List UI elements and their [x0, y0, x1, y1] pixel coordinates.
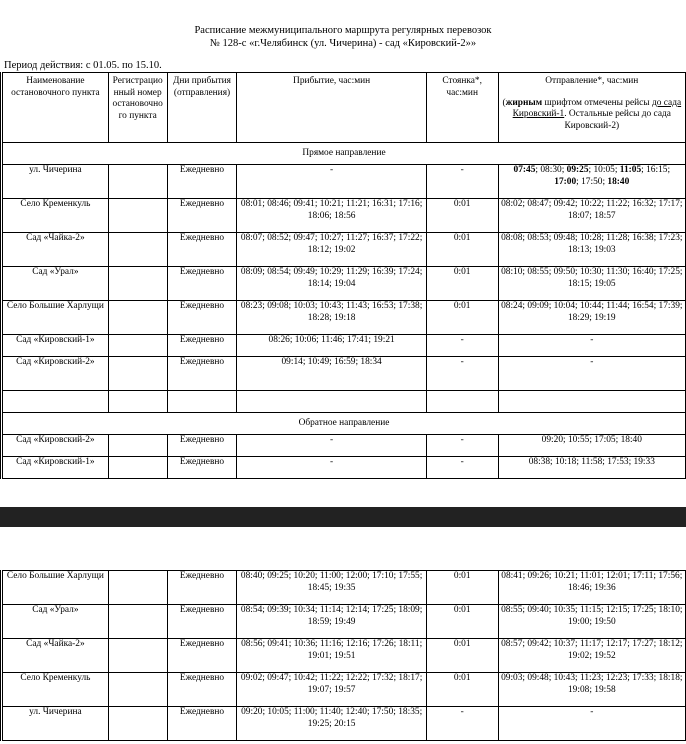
departure-times: 08:02; 08:47; 09:42; 10:22; 11:22; 16:32; 17:17; 18:07; 18:57	[498, 199, 685, 233]
table-row	[2, 301, 686, 335]
days: Ежедневно	[167, 571, 237, 605]
stop-name: Село Большие Харлущи	[2, 301, 109, 335]
stay-time: -	[426, 707, 498, 741]
days: Ежедневно	[167, 639, 237, 673]
stay-time: 0:01	[426, 571, 498, 605]
departure-times: 09:03; 09:48; 10:43; 11:23; 12:23; 17:33; 18:18; 19:08; 19:58	[498, 673, 685, 707]
reg-number	[108, 707, 167, 741]
stop-name: Сад «Кировский-2»	[2, 357, 109, 391]
col-header-departure	[498, 73, 685, 143]
reverse-rows-top	[2, 435, 686, 479]
departure-times: 08:08; 08:53; 09:48; 10:28; 11:28; 16:38; 17:23; 18:13; 19:03	[498, 233, 685, 267]
arrival-times: 08:07; 08:52; 09:47; 10:27; 11:27; 16:37; 17:22; 18:12; 19:02	[237, 233, 426, 267]
stay-time: 0:01	[426, 605, 498, 639]
stay-time: -	[426, 357, 498, 391]
table-row	[2, 571, 686, 605]
days: Ежедневно	[167, 165, 237, 199]
table-row	[2, 165, 686, 199]
stay-time: 0:01	[426, 267, 498, 301]
stay-time: -	[426, 335, 498, 357]
arrival-times: 08:01; 08:46; 09:41; 10:21; 11:21; 16:31; 17:16; 18:06; 18:56	[237, 199, 426, 233]
table-row	[2, 457, 686, 479]
stay-time: 0:01	[426, 233, 498, 267]
days: Ежедневно	[167, 199, 237, 233]
reg-number	[108, 673, 167, 707]
days: Ежедневно	[167, 673, 237, 707]
departure-times: -	[498, 357, 685, 391]
doc-title-line2: № 128-с «г.Челябинск (ул. Чичерина) - сад «Кировский-2»»	[209, 38, 477, 49]
reg-number	[108, 639, 167, 673]
section-reverse	[2, 413, 686, 435]
reg-number	[108, 199, 167, 233]
departure-times: 08:24; 09:09; 10:04; 10:44; 11:44; 16:54; 17:39; 18:29; 19:19	[498, 301, 685, 335]
reg-number	[108, 301, 167, 335]
arrival-times: 08:26; 10:06; 11:46; 17:41; 19:21	[237, 335, 426, 357]
stop-name: Сад «Урал»	[2, 267, 109, 301]
table-row	[2, 267, 686, 301]
table-row	[2, 707, 686, 741]
stop-name: Сад «Кировский-1»	[2, 335, 109, 357]
stop-name: Сад «Чайка-2»	[2, 639, 109, 673]
days: Ежедневно	[167, 357, 237, 391]
days: Ежедневно	[167, 335, 237, 357]
stop-name: ул. Чичерина	[2, 707, 109, 741]
reg-number	[108, 457, 167, 479]
reg-number	[108, 571, 167, 605]
departure-times: 08:38; 10:18; 11:58; 17:53; 19:33	[498, 457, 685, 479]
departure-note: (жирным шрифтом отмечены рейсы до сада Кировский-1. Остальные рейсы до сада Кировский-2)	[502, 97, 682, 131]
arrival-times: -	[237, 165, 426, 199]
reg-number	[108, 165, 167, 199]
table-row	[2, 605, 686, 639]
days: Ежедневно	[167, 233, 237, 267]
departure-times: 08:55; 09:40; 10:35; 11:15; 12:15; 17:25; 18:10; 19:00; 19:50	[498, 605, 685, 639]
stop-name: Село Большие Харлущи	[2, 571, 109, 605]
departure-times: 08:57; 09:42; 10:37; 11:17; 12:17; 17:27; 18:12; 19:02; 19:52	[498, 639, 685, 673]
reg-number	[108, 435, 167, 457]
table-row	[2, 335, 686, 357]
stop-name: Село Кременкуль	[2, 199, 109, 233]
stop-name: Сад «Чайка-2»	[2, 233, 109, 267]
schedule-table-top	[0, 72, 686, 479]
departure-title: Отправление*, час:мин	[545, 76, 639, 86]
days: Ежедневно	[167, 605, 237, 639]
reg-number	[108, 233, 167, 267]
col-header-stay: Стоянка*, час:мин	[426, 73, 498, 143]
stay-time: 0:01	[426, 301, 498, 335]
stop-name: Сад «Кировский-1»	[2, 457, 109, 479]
reg-number	[108, 335, 167, 357]
col-header-reg: Регистрационный номер остановочного пункта	[108, 73, 167, 143]
col-header-days: Дни прибытия (отправления)	[167, 73, 237, 143]
reg-number	[108, 267, 167, 301]
section-direct	[2, 143, 686, 165]
arrival-times: 09:02; 09:47; 10:42; 11:22; 12:22; 17:32; 18:17; 19:07; 19:57	[237, 673, 426, 707]
departure-times: 07:45; 08:30; 09:25; 10:05; 11:05; 16:15; 17:00; 17:50; 18:40	[498, 165, 685, 199]
section-direct-label: Прямое направление	[2, 143, 686, 165]
arrival-times: 08:54; 09:39; 10:34; 11:14; 12:14; 17:25; 18:09; 18:59; 19:49	[237, 605, 426, 639]
arrival-times: 09:14; 10:49; 16:59; 18:34	[237, 357, 426, 391]
arrival-times: 08:56; 09:41; 10:36; 11:16; 12:16; 17:26; 18:11; 19:01; 19:51	[237, 639, 426, 673]
departure-times: 08:41; 09:26; 10:21; 11:01; 12:01; 17:11; 17:56; 18:46; 19:36	[498, 571, 685, 605]
doc-title-line1: Расписание межмуниципального маршрута регулярных перевозок	[194, 25, 492, 36]
direct-rows	[2, 165, 686, 391]
stay-time: -	[426, 165, 498, 199]
stay-time: 0:01	[426, 673, 498, 707]
table-row	[2, 233, 686, 267]
arrival-times: -	[237, 435, 426, 457]
departure-times: -	[498, 707, 685, 741]
arrival-times: 08:23; 09:08; 10:03; 10:43; 11:43; 16:53; 17:38; 18:28; 19:18	[237, 301, 426, 335]
arrival-times: 09:20; 10:05; 11:00; 11:40; 12:40; 17:50; 18:35; 19:25; 20:15	[237, 707, 426, 741]
section-reverse-label: Обратное направление	[2, 413, 686, 435]
stop-name: Село Кременкуль	[2, 673, 109, 707]
stop-name: ул. Чичерина	[2, 165, 109, 199]
table-row	[2, 673, 686, 707]
stop-name: Сад «Урал»	[2, 605, 109, 639]
col-header-stop: Наименование остановочного пункта	[2, 73, 109, 143]
days: Ежедневно	[167, 267, 237, 301]
arrival-times: -	[237, 457, 426, 479]
days: Ежедневно	[167, 707, 237, 741]
reg-number	[108, 357, 167, 391]
table-row	[2, 435, 686, 457]
days: Ежедневно	[167, 457, 237, 479]
reverse-rows-bottom	[2, 571, 686, 741]
stay-time: -	[426, 457, 498, 479]
days: Ежедневно	[167, 301, 237, 335]
table-header-row	[2, 73, 686, 143]
arrival-times: 08:09; 08:54; 09:49; 10:29; 11:29; 16:39; 17:24; 18:14; 19:04	[237, 267, 426, 301]
table-row	[2, 639, 686, 673]
days: Ежедневно	[167, 435, 237, 457]
arrival-times: 08:40; 09:25; 10:20; 11:00; 12:00; 17:10; 17:55; 18:45; 19:35	[237, 571, 426, 605]
reg-number	[108, 605, 167, 639]
departure-times: 09:20; 10:55; 17:05; 18:40	[498, 435, 685, 457]
schedule-table-bottom	[0, 570, 686, 741]
stay-time: 0:01	[426, 199, 498, 233]
validity-period: Период действия: с 01.05. по 15.10.	[4, 60, 162, 71]
page-break-band	[0, 507, 686, 527]
departure-times: -	[498, 335, 685, 357]
departure-times: 08:10; 08:55; 09:50; 10:30; 11:30; 16:40; 17:25; 18:15; 19:05	[498, 267, 685, 301]
stay-time: -	[426, 435, 498, 457]
table-row	[2, 357, 686, 391]
stay-time: 0:01	[426, 639, 498, 673]
table-row	[2, 199, 686, 233]
col-header-arrival: Прибытие, час:мин	[237, 73, 426, 143]
stop-name: Сад «Кировский-2»	[2, 435, 109, 457]
